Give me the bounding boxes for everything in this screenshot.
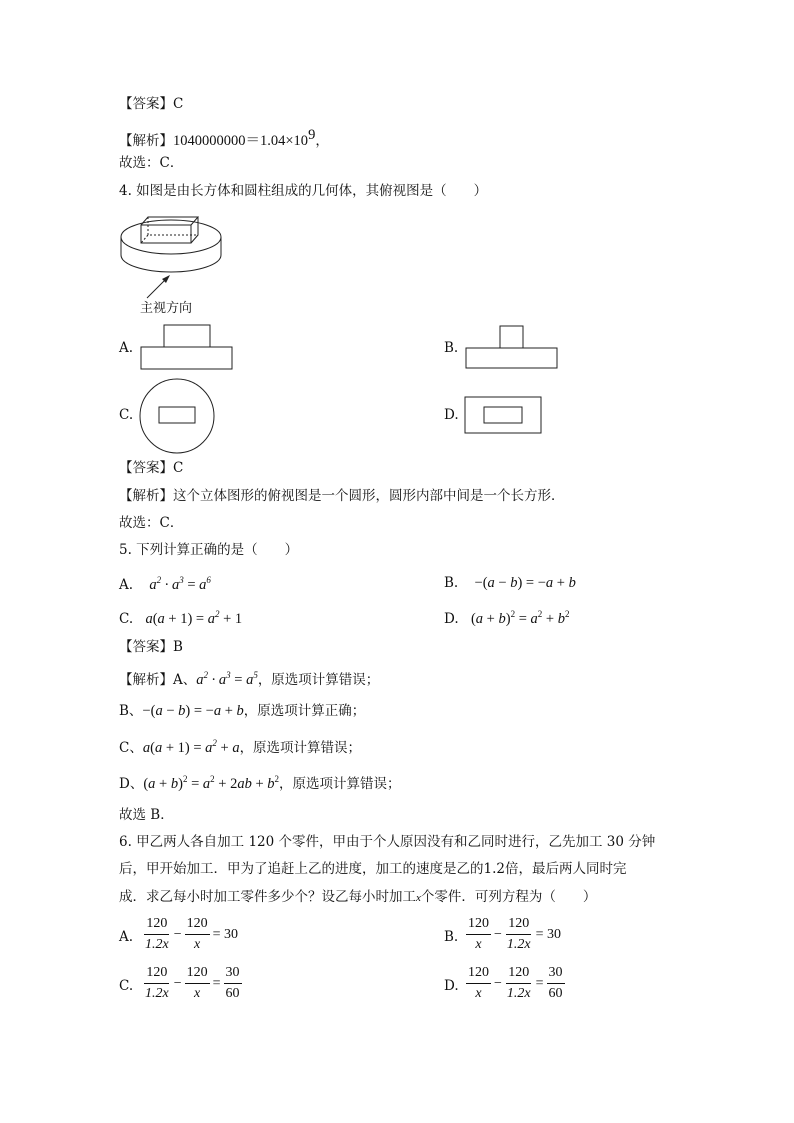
q6-option-a-equation: $\frac{120}{1.2x}$ − $\frac{120}{x}$ = 30 [143, 917, 241, 952]
q6-stem-variable: x [416, 892, 421, 904]
q5-option-c-formula: $a(a + 1) = a^2 + 1$ [145, 609, 243, 627]
q6-option-b-label: B. [444, 929, 459, 945]
q5-option-a-label: A. [119, 577, 134, 593]
q3-analysis-eq: ＝1.04×10 [245, 133, 309, 149]
q5-option-c-label: C. [119, 611, 134, 627]
q5-option-b-label: B. [444, 575, 459, 591]
q5-analysis-label: 【解析】A、 [119, 672, 197, 688]
q4-option-a-label: A. [119, 340, 134, 356]
q5-analysis-c-formula: $a(a + 1) = a^2 + a$ [142, 738, 240, 756]
q3-analysis-label: 【解析】 [119, 133, 173, 149]
q5-option-b [444, 576, 576, 591]
frac-denominator: 60 [548, 986, 563, 1001]
frac-numerator: 120 [506, 966, 531, 984]
frac-numerator: 120 [144, 917, 169, 935]
q5-analysis-b-label: B、 [119, 703, 143, 719]
q5-conclusion: 故选 B． [119, 807, 174, 823]
q3-analysis [119, 128, 329, 149]
q5-option-d-label: D. [444, 611, 459, 627]
q6-stem-line1: 6. 甲乙两人各自加工 120 个零件，甲由于个人原因没有和乙同时进行，乙先加工 30 分钟 [119, 834, 656, 850]
q5-stem: 5. 下列计算正确的是（ ） [119, 542, 299, 558]
q6-option-b-equation: $\frac{120}{x}$ − $\frac{120}{1.2x}$ = 30 [466, 917, 564, 952]
q4-option-a-figure [140, 324, 235, 372]
q5-option-a-formula: $a^2 \cdot a^3 = a^6$ [149, 575, 211, 593]
q5-analysis-c-note: ，原选项计算错误； [239, 740, 362, 756]
q6-option-d-equation: $\frac{120}{x}$ − $\frac{120}{1.2x}$ = $\frac{30}{60}$ [468, 965, 563, 1001]
q4-option-d-figure [464, 396, 544, 436]
q5-analysis-d [119, 775, 401, 792]
frac-denominator: x [475, 937, 482, 952]
view-direction-label: 主视方向 [140, 301, 193, 316]
frac-denominator: 1.2x [506, 986, 531, 1001]
q4-option-c-label: C. [119, 407, 134, 423]
q5-analysis-d-formula: $(a + b)^2 = a^2 + 2ab + b^2$ [143, 774, 280, 792]
q5-analysis-b-formula: −(a − b) = −a + b [142, 703, 244, 719]
q5-option-b-formula: −(a − b) = −a + b [474, 575, 576, 591]
frac-numerator: 30 [224, 966, 242, 984]
frac-denominator: 1.2x [145, 937, 169, 952]
q3-analysis-exp: 9 [308, 127, 316, 143]
q6-stem-line3-part1: 成．求乙每小时加工零件多少个？设乙每小时加工 [119, 889, 416, 905]
q5-option-d [444, 610, 569, 627]
q5-analysis-b [119, 704, 365, 719]
q4-stem: 4. 如图是由长方体和圆柱组成的几何体，其俯视图是（ ） [119, 183, 488, 199]
frac-numerator: 120 [144, 966, 169, 984]
q4-conclusion: 故选：C． [119, 515, 184, 531]
q5-option-c [119, 610, 242, 627]
q4-option-d-label: D. [444, 407, 459, 423]
q5-option-a [119, 576, 211, 593]
q5-analysis-d-label: D、 [119, 776, 144, 792]
q5-analysis-c-label: C、 [119, 740, 143, 756]
q6-stem-line2: 后，甲开始加工．甲为了追赶上乙的进度，加工的速度是乙的1.2倍，最后两人同时完 [119, 861, 627, 877]
q4-option-c-figure [139, 378, 217, 456]
equation-rhs: = 30 [212, 926, 239, 942]
q5-analysis-c [119, 739, 361, 756]
q3-answer: 【答案】C [119, 96, 184, 112]
q6-option-c-label: C. [119, 978, 134, 994]
cylinder-bottom-arc [121, 255, 221, 272]
q3-conclusion: 故选：C． [119, 155, 184, 171]
q5-analysis-d-note: ，原选项计算错误； [279, 776, 401, 792]
q3-analysis-end: ， [315, 133, 329, 149]
q6-stem-line3-part2: 个零件．可列方程为（ ） [420, 889, 597, 905]
frac-numerator: 120 [466, 966, 491, 984]
q6-option-d-label: D. [444, 978, 459, 994]
frac-numerator: 120 [466, 917, 491, 935]
equation-rhs: = 30 [535, 926, 562, 942]
frac-denominator: x [194, 986, 201, 1001]
frac-denominator: 60 [225, 986, 240, 1001]
q4-option-b-label: B. [444, 340, 459, 356]
q5-analysis-b-note: ，原选项计算正确； [243, 703, 366, 719]
q6-option-c-equation: $\frac{120}{1.2x}$ − $\frac{120}{x}$ = $\frac{30}{60}$ [145, 965, 240, 1001]
q4-option-b-figure [465, 325, 560, 371]
frac-numerator: 120 [185, 966, 210, 984]
frac-denominator: 1.2x [506, 937, 531, 952]
frac-denominator: x [475, 986, 482, 1001]
q5-analysis-a-formula: $a^2 \cdot a^3 = a^5$ [196, 670, 258, 688]
q5-answer: 【答案】B [119, 639, 183, 655]
q5-analysis-a-note: ，原选项计算错误； [257, 672, 380, 688]
q5-analysis-a [119, 671, 379, 688]
q5-option-d-formula: $(a + b)^2 = a^2 + b^2$ [470, 609, 570, 627]
frac-denominator: 1.2x [145, 986, 169, 1001]
frac-numerator: 30 [547, 966, 565, 984]
frac-numerator: 120 [506, 917, 531, 935]
q6-stem-line3 [119, 891, 596, 905]
q3-analysis-lhs: 1040000000 [173, 133, 246, 149]
q4-answer: 【答案】C [119, 460, 184, 476]
q4-analysis: 【解析】这个立体图形的俯视图是一个圆形，圆形内部中间是一个长方形． [119, 488, 565, 504]
q6-option-a-label: A. [119, 929, 134, 945]
frac-denominator: x [194, 937, 201, 952]
frac-numerator: 120 [185, 917, 210, 935]
